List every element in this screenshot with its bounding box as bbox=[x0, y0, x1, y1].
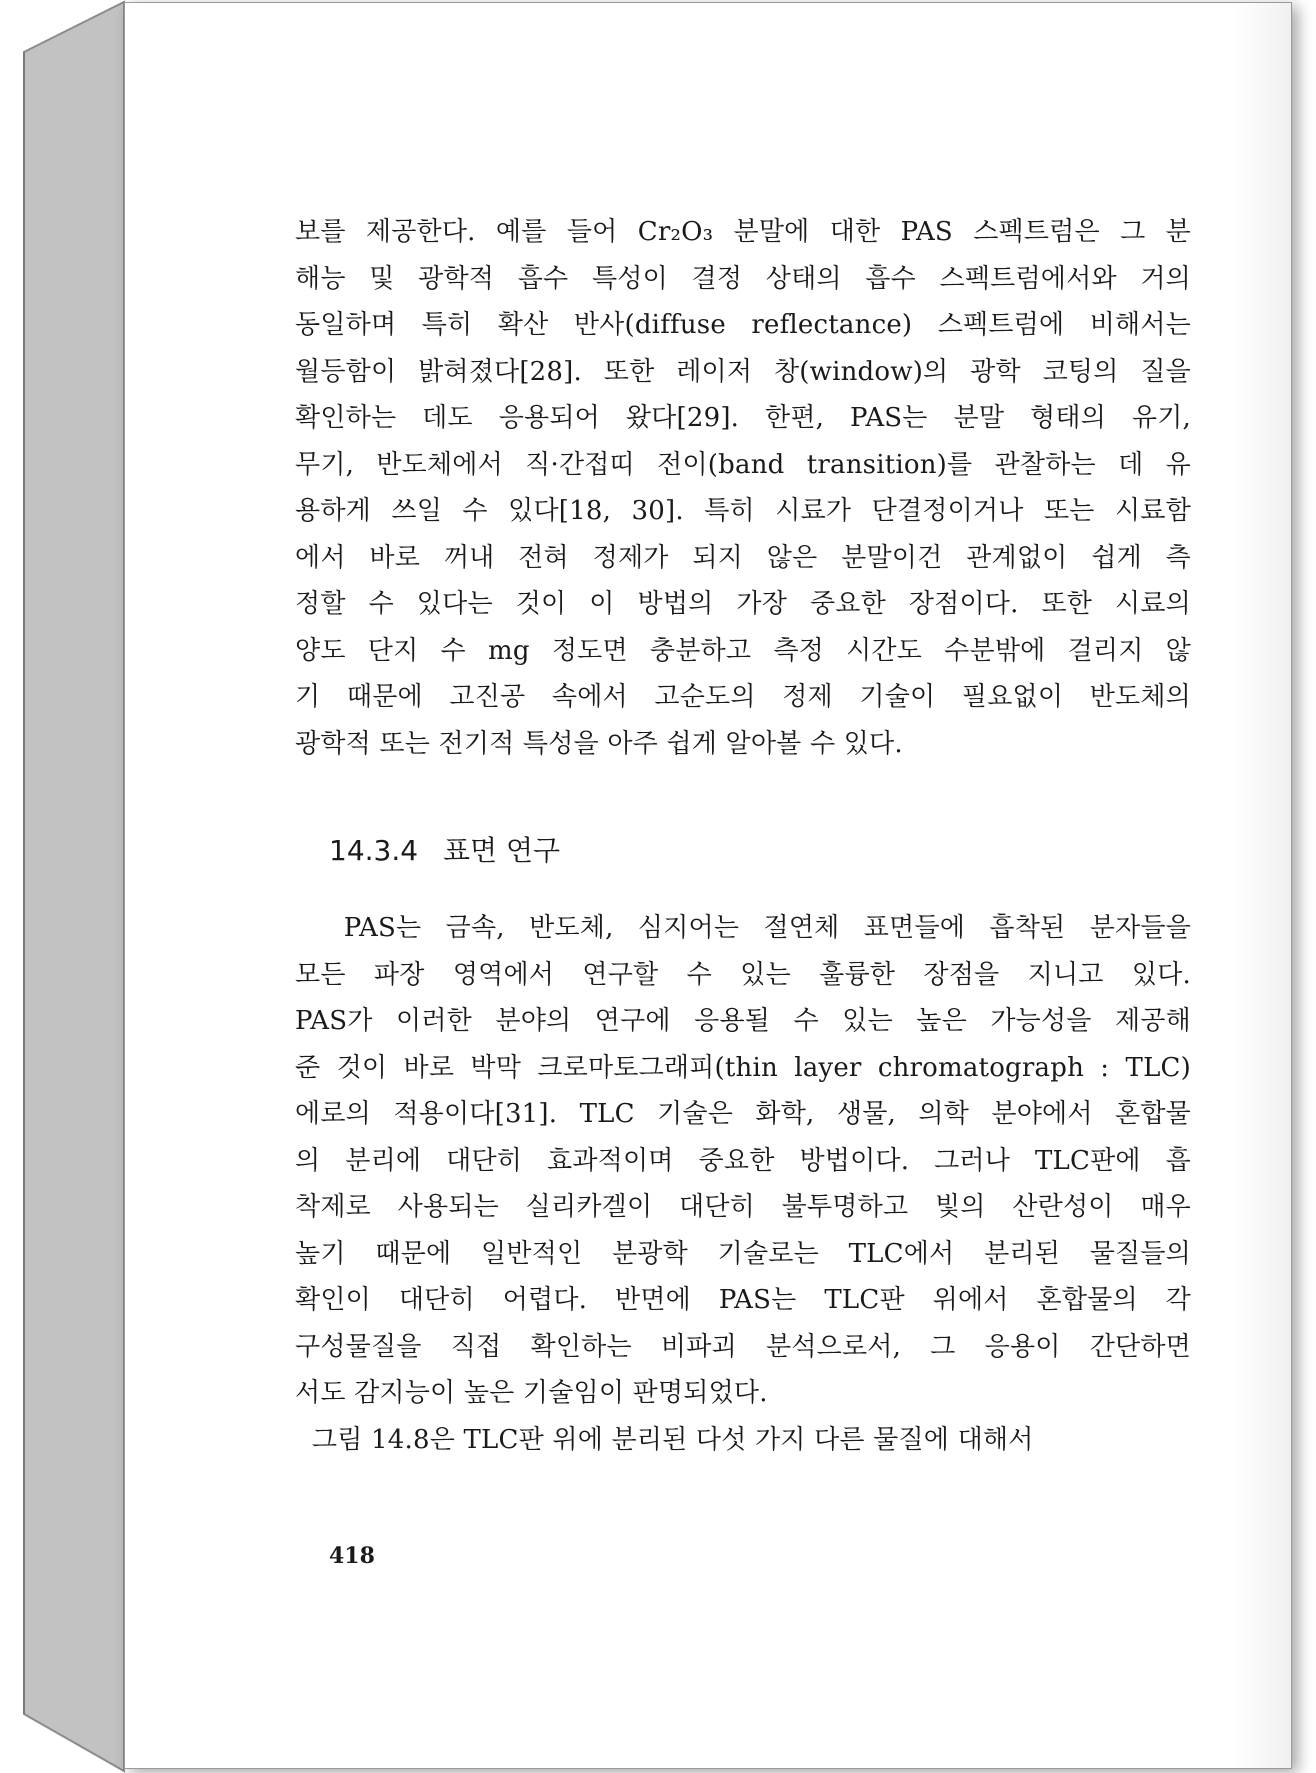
text-line: 양도 단지 수 mg 정도면 충분하고 측정 시간도 수분밖에 걸리지 않 bbox=[295, 635, 1191, 666]
text-line: 정할 수 있다는 것이 이 방법의 가장 중요한 장점이다. 또한 시료의 bbox=[295, 589, 1191, 619]
text-line: 준 것이 바로 박막 크로마토그래피(thin layer chromatograph : TLC) bbox=[295, 1052, 1191, 1083]
text-line: 월등함이 밝혀졌다[28]. 또한 레이저 창(window)의 광학 코팅의 질을 bbox=[295, 356, 1191, 387]
text-line: PAS는 금속, 반도체, 심지어는 절연체 표면들에 흡착된 분자들을 bbox=[295, 913, 1191, 943]
text-line: 확인이 대단히 어렵다. 반면에 PAS는 TLC판 위에서 혼합물의 각 bbox=[295, 1285, 1191, 1315]
text-line: 확인하는 데도 응용되어 왔다[29]. 한편, PAS는 분말 형태의 유기, bbox=[295, 403, 1191, 433]
text-line: 착제로 사용되는 실리카겔이 대단히 불투명하고 빛의 산란성이 매우 bbox=[295, 1192, 1191, 1222]
text-line: 광학적 또는 전기적 특성을 아주 쉽게 알아볼 수 있다. bbox=[295, 728, 903, 759]
section-title: 표면 연구 bbox=[442, 834, 561, 867]
section-number: 14.3.4 bbox=[329, 834, 419, 867]
paragraph-2 bbox=[295, 905, 1191, 1463]
page-number: 418 bbox=[329, 1543, 375, 1569]
text-line: 해능 및 광학적 흡수 특성이 결정 상태의 흡수 스펙트럼에서와 거의 bbox=[295, 263, 1191, 294]
text-line: 그림 14.8은 TLC판 위에 분리된 다섯 가지 다른 물질에 대해서 bbox=[295, 1424, 1034, 1455]
text-line: 서도 감지능이 높은 기술임이 판명되었다. bbox=[295, 1378, 768, 1408]
text-line: 용하게 쓰일 수 있다[18, 30]. 특히 시료가 단결정이거나 또는 시료함 bbox=[295, 496, 1191, 526]
text-line: 에서 바로 꺼내 전혀 정제가 되지 않은 분말이건 관계없이 쉽게 측 bbox=[295, 542, 1191, 573]
text-line: 동일하며 특히 확산 반사(diffuse reflectance) 스펙트럼에 비해서는 bbox=[295, 310, 1191, 340]
book-page bbox=[124, 2, 1292, 1769]
text-line: 무기, 반도체에서 직·간접띠 전이(band transition)를 관찰하는 데 유 bbox=[295, 449, 1191, 480]
text-line: 기 때문에 고진공 속에서 고순도의 정제 기술이 필요없이 반도체의 bbox=[295, 682, 1191, 712]
paragraph-1 bbox=[295, 209, 1191, 767]
text-line: 모든 파장 영역에서 연구할 수 있는 훌륭한 장점을 지니고 있다. bbox=[295, 959, 1191, 990]
section-heading bbox=[329, 829, 560, 869]
text-line: 에로의 적용이다[31]. TLC 기술은 화학, 생물, 의학 분야에서 혼합물 bbox=[295, 1099, 1191, 1129]
text-line: 의 분리에 대단히 효과적이며 중요한 방법이다. 그러나 TLC판에 흡 bbox=[295, 1145, 1191, 1176]
text-line: 구성물질을 직접 확인하는 비파괴 분석으로서, 그 응용이 간단하면 bbox=[295, 1331, 1191, 1362]
text-line: PAS가 이러한 분야의 연구에 응용될 수 있는 높은 가능성을 제공해 bbox=[295, 1006, 1191, 1036]
text-line: 보를 제공한다. 예를 들어 Cr₂O₃ 분말에 대한 PAS 스펙트럼은 그 분 bbox=[295, 217, 1191, 247]
text-line: 높기 때문에 일반적인 분광학 기술로는 TLC에서 분리된 물질들의 bbox=[295, 1238, 1191, 1269]
